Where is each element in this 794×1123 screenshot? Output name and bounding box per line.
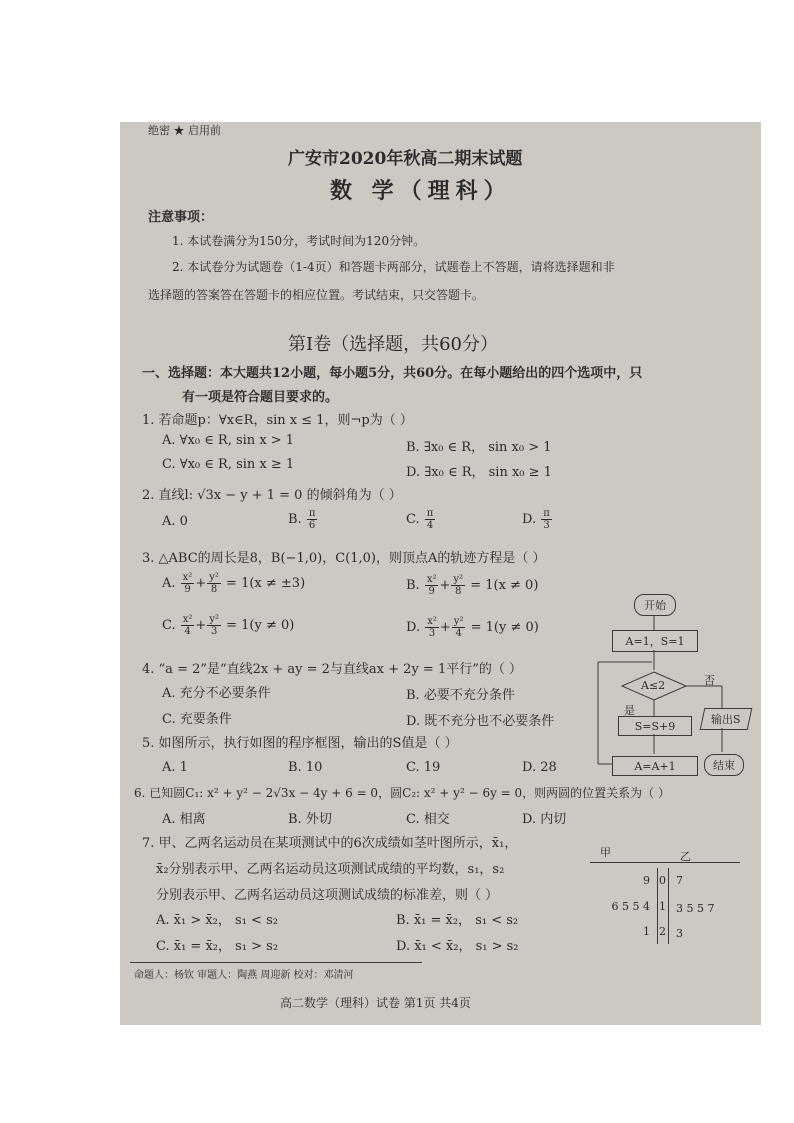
q4-option-d: D. 既不充分也不必要条件 [406, 714, 555, 729]
q3-option-b: B. $\frac{\text{x²}}{9}$ + $\frac{\text{y²}}{8}$ = 1(x ≠ 0) [406, 574, 539, 597]
flowchart-no-label: 否 [704, 674, 715, 687]
q3-option-d: D. $\frac{\text{x²}}{3}$ + $\frac{\text{y²}}{4}$ = 1(y ≠ 0) [406, 616, 539, 639]
q1-option-c: C. ∀x₀ ∈ R, sin x ≥ 1 [162, 457, 295, 472]
q4-stem: 4. “a = 2”是“直线2x + ay = 2与直线ax + 2y = 1平行”的（ ） [142, 662, 522, 677]
q4-option-b: B. 必要不充分条件 [406, 688, 515, 703]
q1-option-d: D. ∃x₀ ∈ R， sin x₀ ≥ 1 [406, 465, 552, 480]
q5-option-d: D. 28 [522, 760, 557, 775]
q2-option-a: A. 0 [162, 514, 188, 529]
flowchart-yes-label: 是 [624, 704, 635, 717]
stemleaf-left-leaves: 1 [643, 925, 650, 938]
stemleaf-stem: 0 [659, 874, 666, 887]
notes-heading: 注意事项： [148, 210, 214, 225]
part1-title: 第Ⅰ卷（选择题，共60分） [288, 334, 499, 355]
q6-option-a: A. 相离 [162, 812, 206, 827]
stemleaf-right-leaves: 3 5 5 7 [676, 902, 715, 915]
q7-line-2: x̄₂分别表示甲、乙两名运动员这项测试成绩的平均数，s₁，s₂ [156, 862, 505, 877]
q7-line-3: 分别表示甲、乙两名运动员这项测试成绩的标准差，则（ ） [156, 888, 499, 903]
q1-option-b: B. ∃x₀ ∈ R， sin x₀ > 1 [406, 440, 552, 455]
flowchart-condition: A≤2 [641, 679, 666, 692]
q6-option-c: C. 相交 [406, 812, 450, 827]
part1-instructions: 一、选择题：本大题共12小题，每小题5分，共60分。在每小题给出的四个选项中，只 [142, 366, 643, 381]
stemleaf-top-rule [590, 862, 740, 863]
footer-page: 高二数学（理科）试卷 第1页 共4页 [280, 996, 471, 1010]
q3-stem: 3. △ABC的周长是8，B(−1,0)，C(1,0)，则顶点A的轨迹方程是（ ） [142, 551, 546, 566]
footer-credits: 命题人：杨钦 审题人：陶燕 周迎新 校对：邓清河 [134, 970, 354, 981]
q7-option-c: C. x̄₁ = x̄₂， s₁ > s₂ [156, 939, 279, 954]
q1-stem: 1. 若命题p：∀x∈R，sin x ≤ 1，则¬p为（ ） [142, 413, 413, 428]
notes-item-2-cont: 选择题的答案答在答题卡的相应位置。考试结束，只交答题卡。 [148, 288, 485, 302]
q2-option-c: C. $\frac{\pi}{4}$ [406, 508, 434, 531]
q3-option-a: A. $\frac{\text{x²}}{9}$ + $\frac{\text{y²}}{8}$ = 1(x ≠ ±3) [162, 572, 306, 595]
flowchart-update-s: S=S+9 [618, 716, 692, 736]
secret-mark: 绝密 ★ 启用前 [148, 124, 221, 137]
exam-title: 广安市2020年秋高二期末试题 [288, 149, 523, 169]
stemleaf-left-header: 甲 [600, 846, 611, 859]
q7-option-b: B. x̄₁ = x̄₂， s₁ < s₂ [396, 913, 519, 928]
q1-option-a: A. ∀x₀ ∈ R, sin x > 1 [162, 433, 295, 448]
flowchart-end: 结束 [704, 754, 744, 776]
stemleaf-stem: 2 [659, 925, 666, 938]
stemleaf-stem: 1 [659, 900, 666, 913]
q5-stem: 5. 如图所示，执行如图的程序框图，输出的S值是（ ） [142, 736, 458, 751]
footer-rule [130, 962, 422, 963]
notes-item-1: 1. 本试卷满分为150分，考试时间为120分钟。 [172, 234, 426, 248]
stemleaf-left-leaves: 6 5 5 4 [611, 900, 650, 913]
part1-instructions-cont: 有一项是符合题目要求的。 [182, 390, 339, 405]
stemleaf-divider-left [657, 868, 658, 944]
flowchart-init: A=1，S=1 [612, 630, 698, 652]
stemleaf-divider-right [668, 868, 669, 944]
flowchart-start: 开始 [634, 594, 676, 616]
q2-option-b: B. $\frac{\pi}{6}$ [288, 508, 316, 531]
stemleaf-right-header: 乙 [680, 850, 691, 863]
notes-item-2: 2. 本试卷分为试题卷（1-4页）和答题卡两部分，试题卷上不答题，请将选择题和非 [172, 260, 615, 274]
q5-option-c: C. 19 [406, 760, 441, 775]
q7-line-1: 7. 甲、乙两名运动员在某项测试中的6次成绩如茎叶图所示，x̄₁， [142, 836, 518, 851]
q6-option-d: D. 内切 [522, 812, 567, 827]
exam-paper-photo [120, 122, 761, 1025]
q6-option-b: B. 外切 [288, 812, 332, 827]
flowchart-output: 输出S [700, 708, 753, 730]
q2-stem: 2. 直线l: √3x − y + 1 = 0 的倾斜角为（ ） [142, 488, 402, 503]
q6-stem: 6. 已知圆C₁: x² + y² − 2√3x − 4y + 6 = 0，圆C₂: x² + y² − 6y = 0，则两圆的位置关系为（ ） [134, 786, 670, 800]
stemleaf-left-leaves: 9 [643, 874, 650, 887]
stemleaf-right-leaves: 3 [676, 927, 683, 940]
q7-option-d: D. x̄₁ < x̄₂， s₁ > s₂ [396, 939, 519, 954]
flowchart-update-a: A=A+1 [612, 756, 698, 776]
q3-option-c: C. $\frac{\text{x²}}{4}$ + $\frac{\text{y²}}{3}$ = 1(y ≠ 0) [162, 614, 295, 637]
subject-title: 数 学（理科） [330, 178, 512, 204]
q2-option-d: D. $\frac{\pi}{3}$ [522, 508, 550, 531]
q4-option-c: C. 充要条件 [162, 712, 232, 727]
q7-option-a: A. x̄₁ > x̄₂， s₁ < s₂ [156, 913, 278, 928]
q5-option-b: B. 10 [288, 760, 323, 775]
stemleaf-right-leaves: 7 [676, 874, 683, 887]
q5-option-a: A. 1 [162, 760, 188, 775]
q4-option-a: A. 充分不必要条件 [162, 686, 271, 701]
